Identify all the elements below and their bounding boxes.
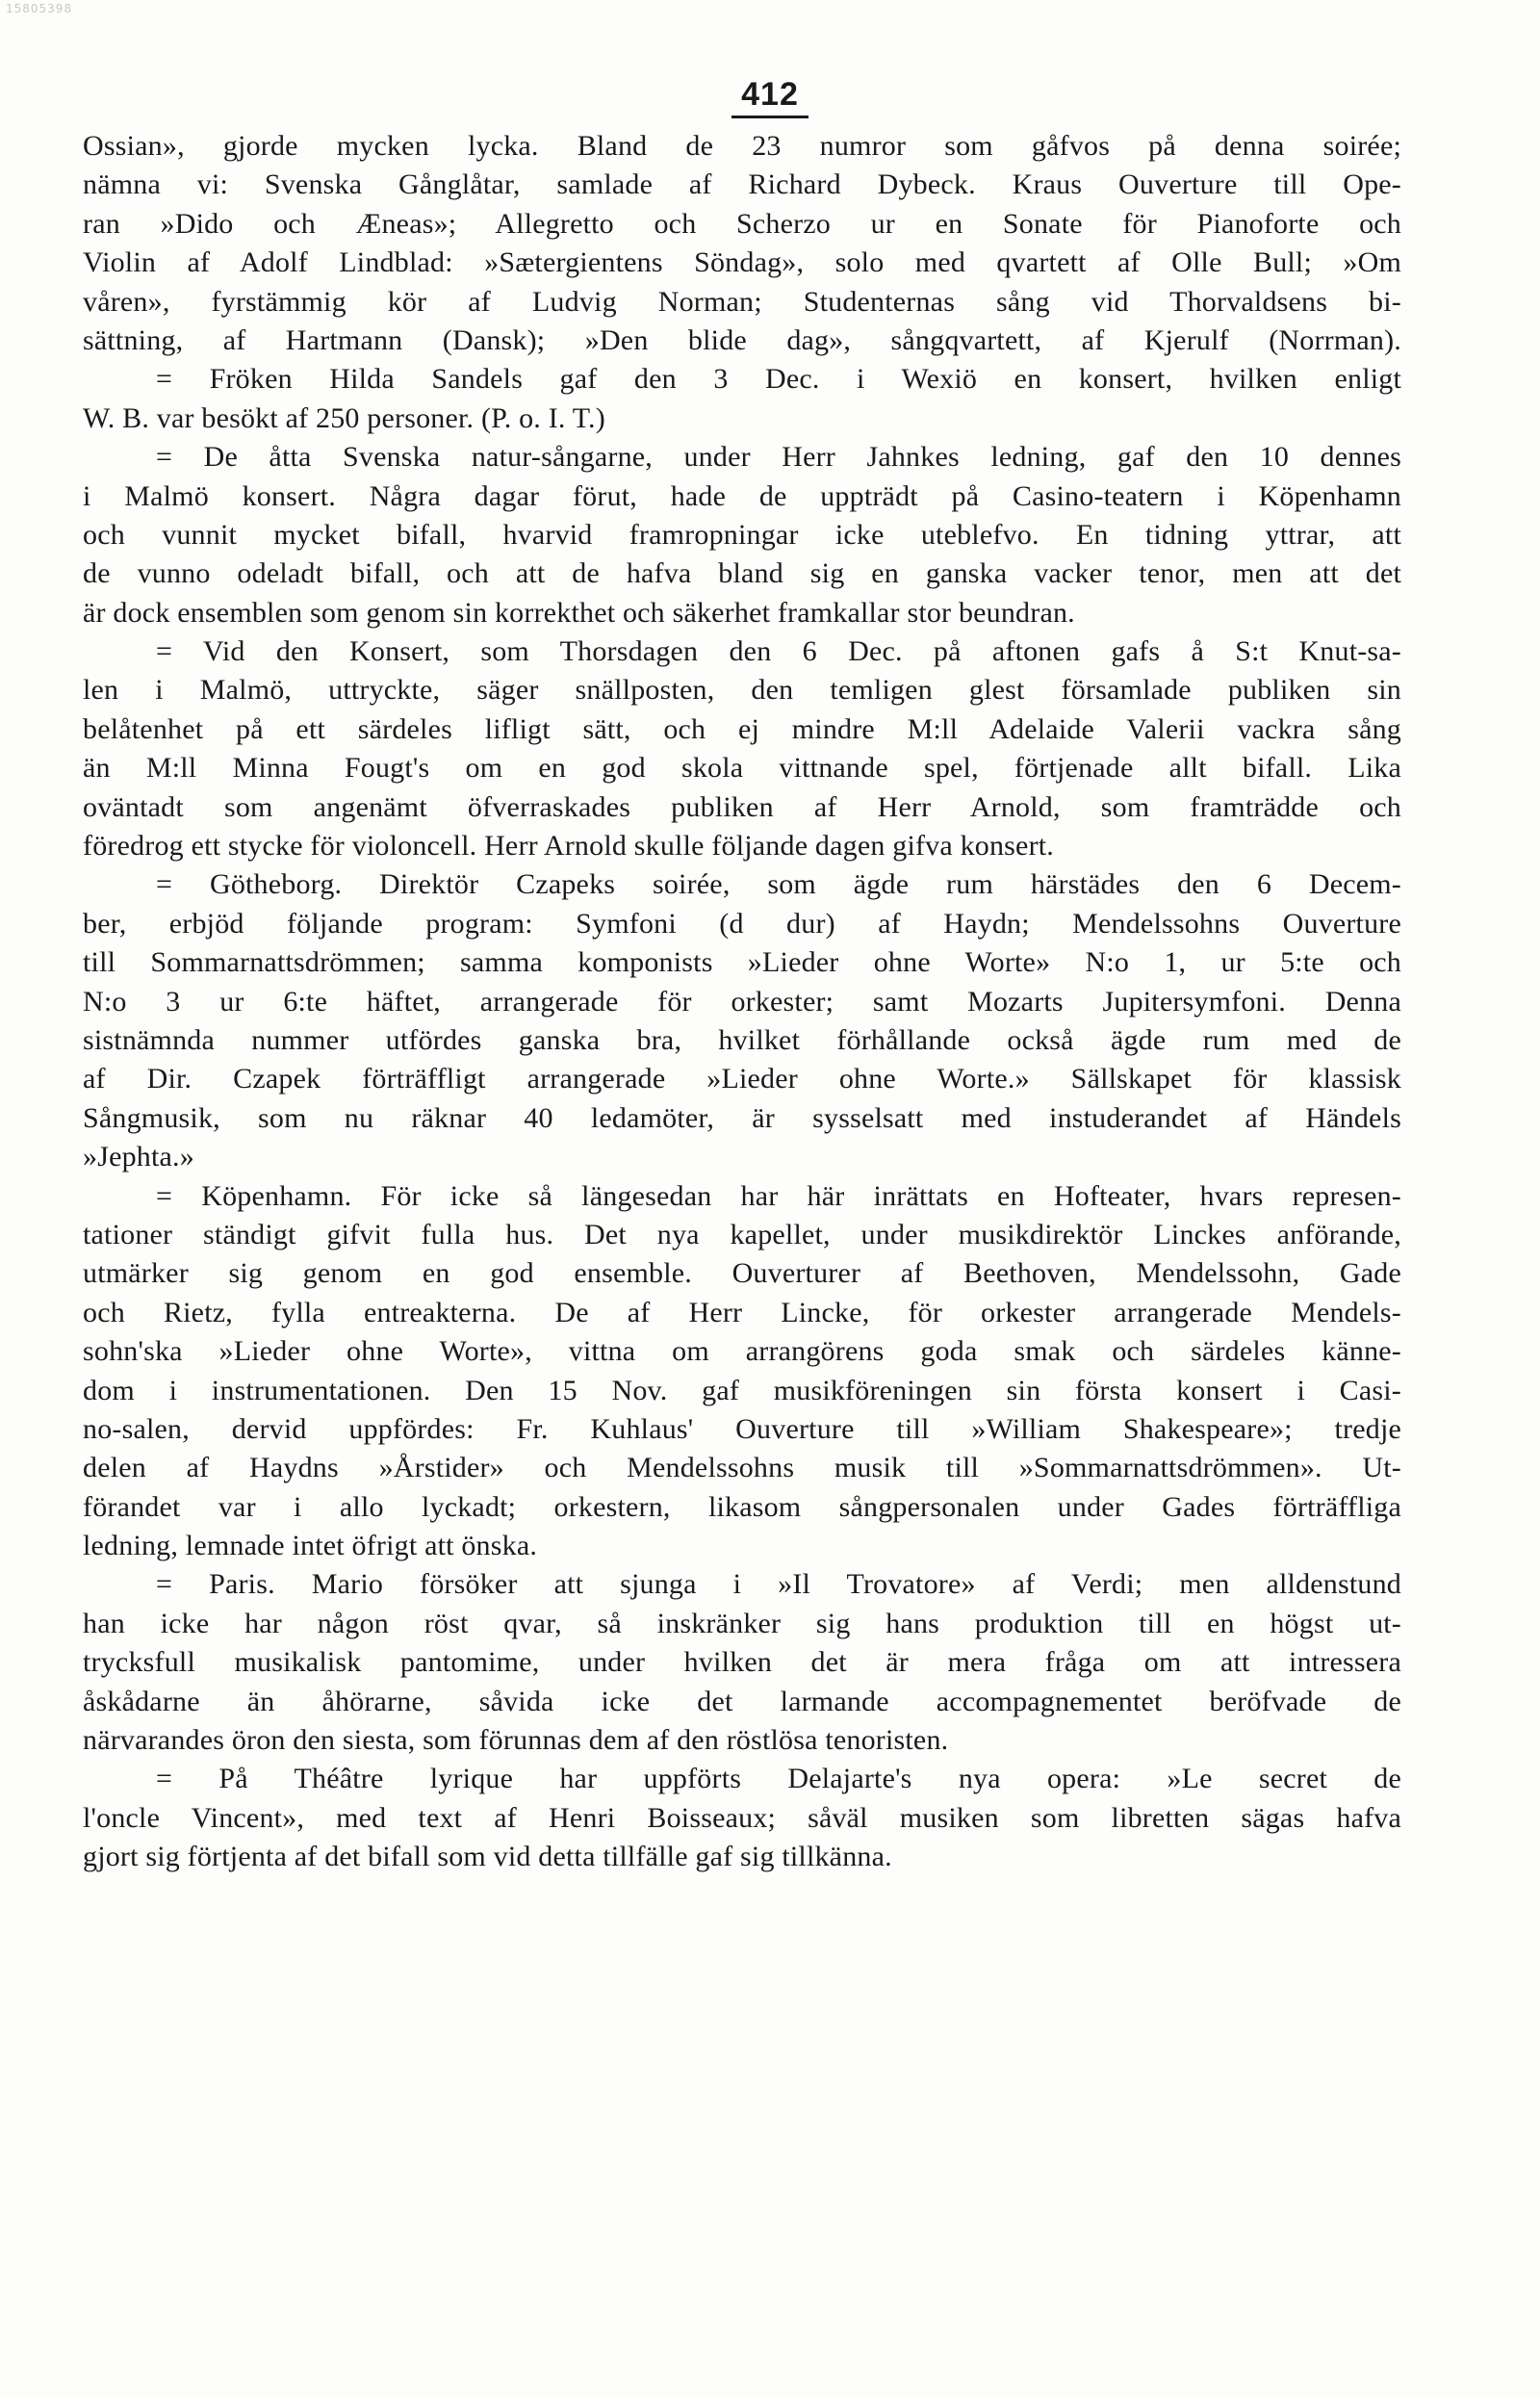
text-line: delen af Haydns »Årstider» och Mendelssohns musik till »Sommarnattsdrömmen». Ut- [83,1452,1401,1484]
text-line: sättning, af Hartmann (Dansk); »Den blide dag», sångqvartett, af Kjerulf (Norrman). [83,323,1401,356]
text-line: sohn'ska »Lieder ohne Worte», vittna om arrangörens goda smak och särdeles känne- [83,1335,1401,1368]
text-line: len i Malmö, uttryckte, säger snällposten, den temligen glest församlade publiken sin [83,674,1401,707]
text-line: tationer ständigt gifvit fulla hus. Det nya kapellet, under musikdirektör Linckes anförande, [83,1218,1401,1250]
text-line: föredrog ett stycke för violoncell. Herr Arnold skulle följande dagen gifva konsert. [83,830,1054,863]
text-line: och vunnit mycket bifall, hvarvid framropningar icke uteblefvo. En tidning yttrar, att [83,518,1401,551]
text-line: han icke har någon röst qvar, så inskränker sig hans produktion till en högst ut- [83,1607,1401,1639]
text-line: »Jephta.» [83,1141,194,1173]
page-number: 412 [732,75,808,118]
text-line: belåtenhet på ett särdeles lifligt sätt, och ej mindre M:ll Adelaide Valerii vackra sång [83,712,1401,745]
text-line: = Fröken Hilda Sandels gaf den 3 Dec. i Wexiö en konsert, hvilken enligt [156,363,1401,396]
text-line: åskådarne än åhörarne, såvida icke det larmande accompagnementet beröfvade de [83,1685,1401,1717]
text-line: oväntadt som angenämt öfverraskades publiken af Herr Arnold, som framträdde och [83,790,1401,823]
text-line: ber, erbjöd följande program: Symfoni (d dur) af Haydn; Mendelssohns Ouverture [83,907,1401,940]
text-line: förandet var i allo lyckadt; orkestern, likasom sångpersonalen under Gades förträffliga [83,1490,1401,1523]
text-line: Violin af Adolf Lindblad: »Sætergientens Söndag», solo med qvartett af Olle Bull; »Om [83,246,1401,279]
text-line: l'oncle Vincent», med text af Henri Boisseaux; såväl musiken som libretten sägas hafva [83,1801,1401,1834]
text-line: i Malmö konsert. Några dagar förut, hade de uppträdt på Casino-teatern i Köpenhamn [83,479,1401,512]
text-line: = Vid den Konsert, som Thorsdagen den 6 Dec. på aftonen gafs å S:t Knut-sa- [156,635,1401,668]
text-line: N:o 3 ur 6:te häftet, arrangerade för orkester; samt Mozarts Jupitersymfoni. Denna [83,985,1401,1018]
text-line: än M:ll Minna Fougt's om en god skola vittnande spel, förtjenade allt bifall. Lika [83,752,1401,785]
text-line: Ossian», gjorde mycken lycka. Bland de 23 numror som gåfvos på denna soirée; [83,130,1401,162]
text-line: och Rietz, fylla entreakterna. De af Herr Lincke, för orkester arrangerade Mendels- [83,1296,1401,1328]
body-text [83,127,1401,1877]
text-line: utmärker sig genom en god ensemble. Ouverturer af Beethoven, Mendelssohn, Gade [83,1257,1401,1290]
text-line: no-salen, dervid uppfördes: Fr. Kuhlaus' Ouverture till »William Shakespeare»; tredje [83,1412,1401,1445]
text-line: dom i instrumentationen. Den 15 Nov. gaf musikföreningen sin första konsert i Casi- [83,1374,1401,1406]
text-line: våren», fyrstämmig kör af Ludvig Norman; Studenternas sång vid Thorvaldsens bi- [83,285,1401,318]
text-line: = De åtta Svenska natur-sångarne, under Herr Jahnkes ledning, gaf den 10 dennes [156,441,1401,474]
text-line: Sångmusik, som nu räknar 40 ledamöter, är sysselsatt med instuderandet af Händels [83,1101,1401,1134]
text-line: gjort sig förtjenta af det bifall som vid detta tillfälle gaf sig tillkänna. [83,1841,892,1873]
text-line: sistnämnda nummer utfördes ganska bra, hvilket förhållande också ägde rum med de [83,1023,1401,1056]
text-line: är dock ensemblen som genom sin korrekthet och säkerhet framkallar stor beundran. [83,596,1075,629]
text-line: nämna vi: Svenska Gånglåtar, samlade af Richard Dybeck. Kraus Ouverture till Ope- [83,168,1401,201]
text-line: trycksfull musikalisk pantomime, under hvilken det är mera fråga om att intressera [83,1646,1401,1679]
scan-id: 15805398 [6,2,73,15]
text-line: ran »Dido och Æneas»; Allegretto och Scherzo ur en Sonate för Pianoforte och [83,207,1401,240]
text-line: = På Théâtre lyrique har uppförts Delajarte's nya opera: »Le secret de [156,1763,1401,1795]
text-line: = Paris. Mario försöker att sjunga i »Il Trovatore» af Verdi; men alldenstund [156,1568,1401,1601]
text-line: närvarandes öron den siesta, som förunnas dem af den röstlösa tenoristen. [83,1724,949,1757]
text-line: de vunno odeladt bifall, och att de hafva bland sig en ganska vacker tenor, men att det [83,557,1401,590]
text-line: af Dir. Czapek förträffligt arrangerade »Lieder ohne Worte.» Sällskapet för klassisk [83,1063,1401,1095]
text-line: W. B. var besökt af 250 personer. (P. o. I. T.) [83,401,605,434]
text-line: = Köpenhamn. För icke så längesedan har här inrättats en Hofteater, hvars represen- [156,1179,1401,1212]
text-line: till Sommarnattsdrömmen; samma komponists »Lieder ohne Worte» N:o 1, ur 5:te och [83,946,1401,979]
text-line: = Götheborg. Direktör Czapeks soirée, som ägde rum härstädes den 6 Decem- [156,868,1401,901]
text-line: ledning, lemnade intet öfrigt att önska. [83,1530,538,1562]
